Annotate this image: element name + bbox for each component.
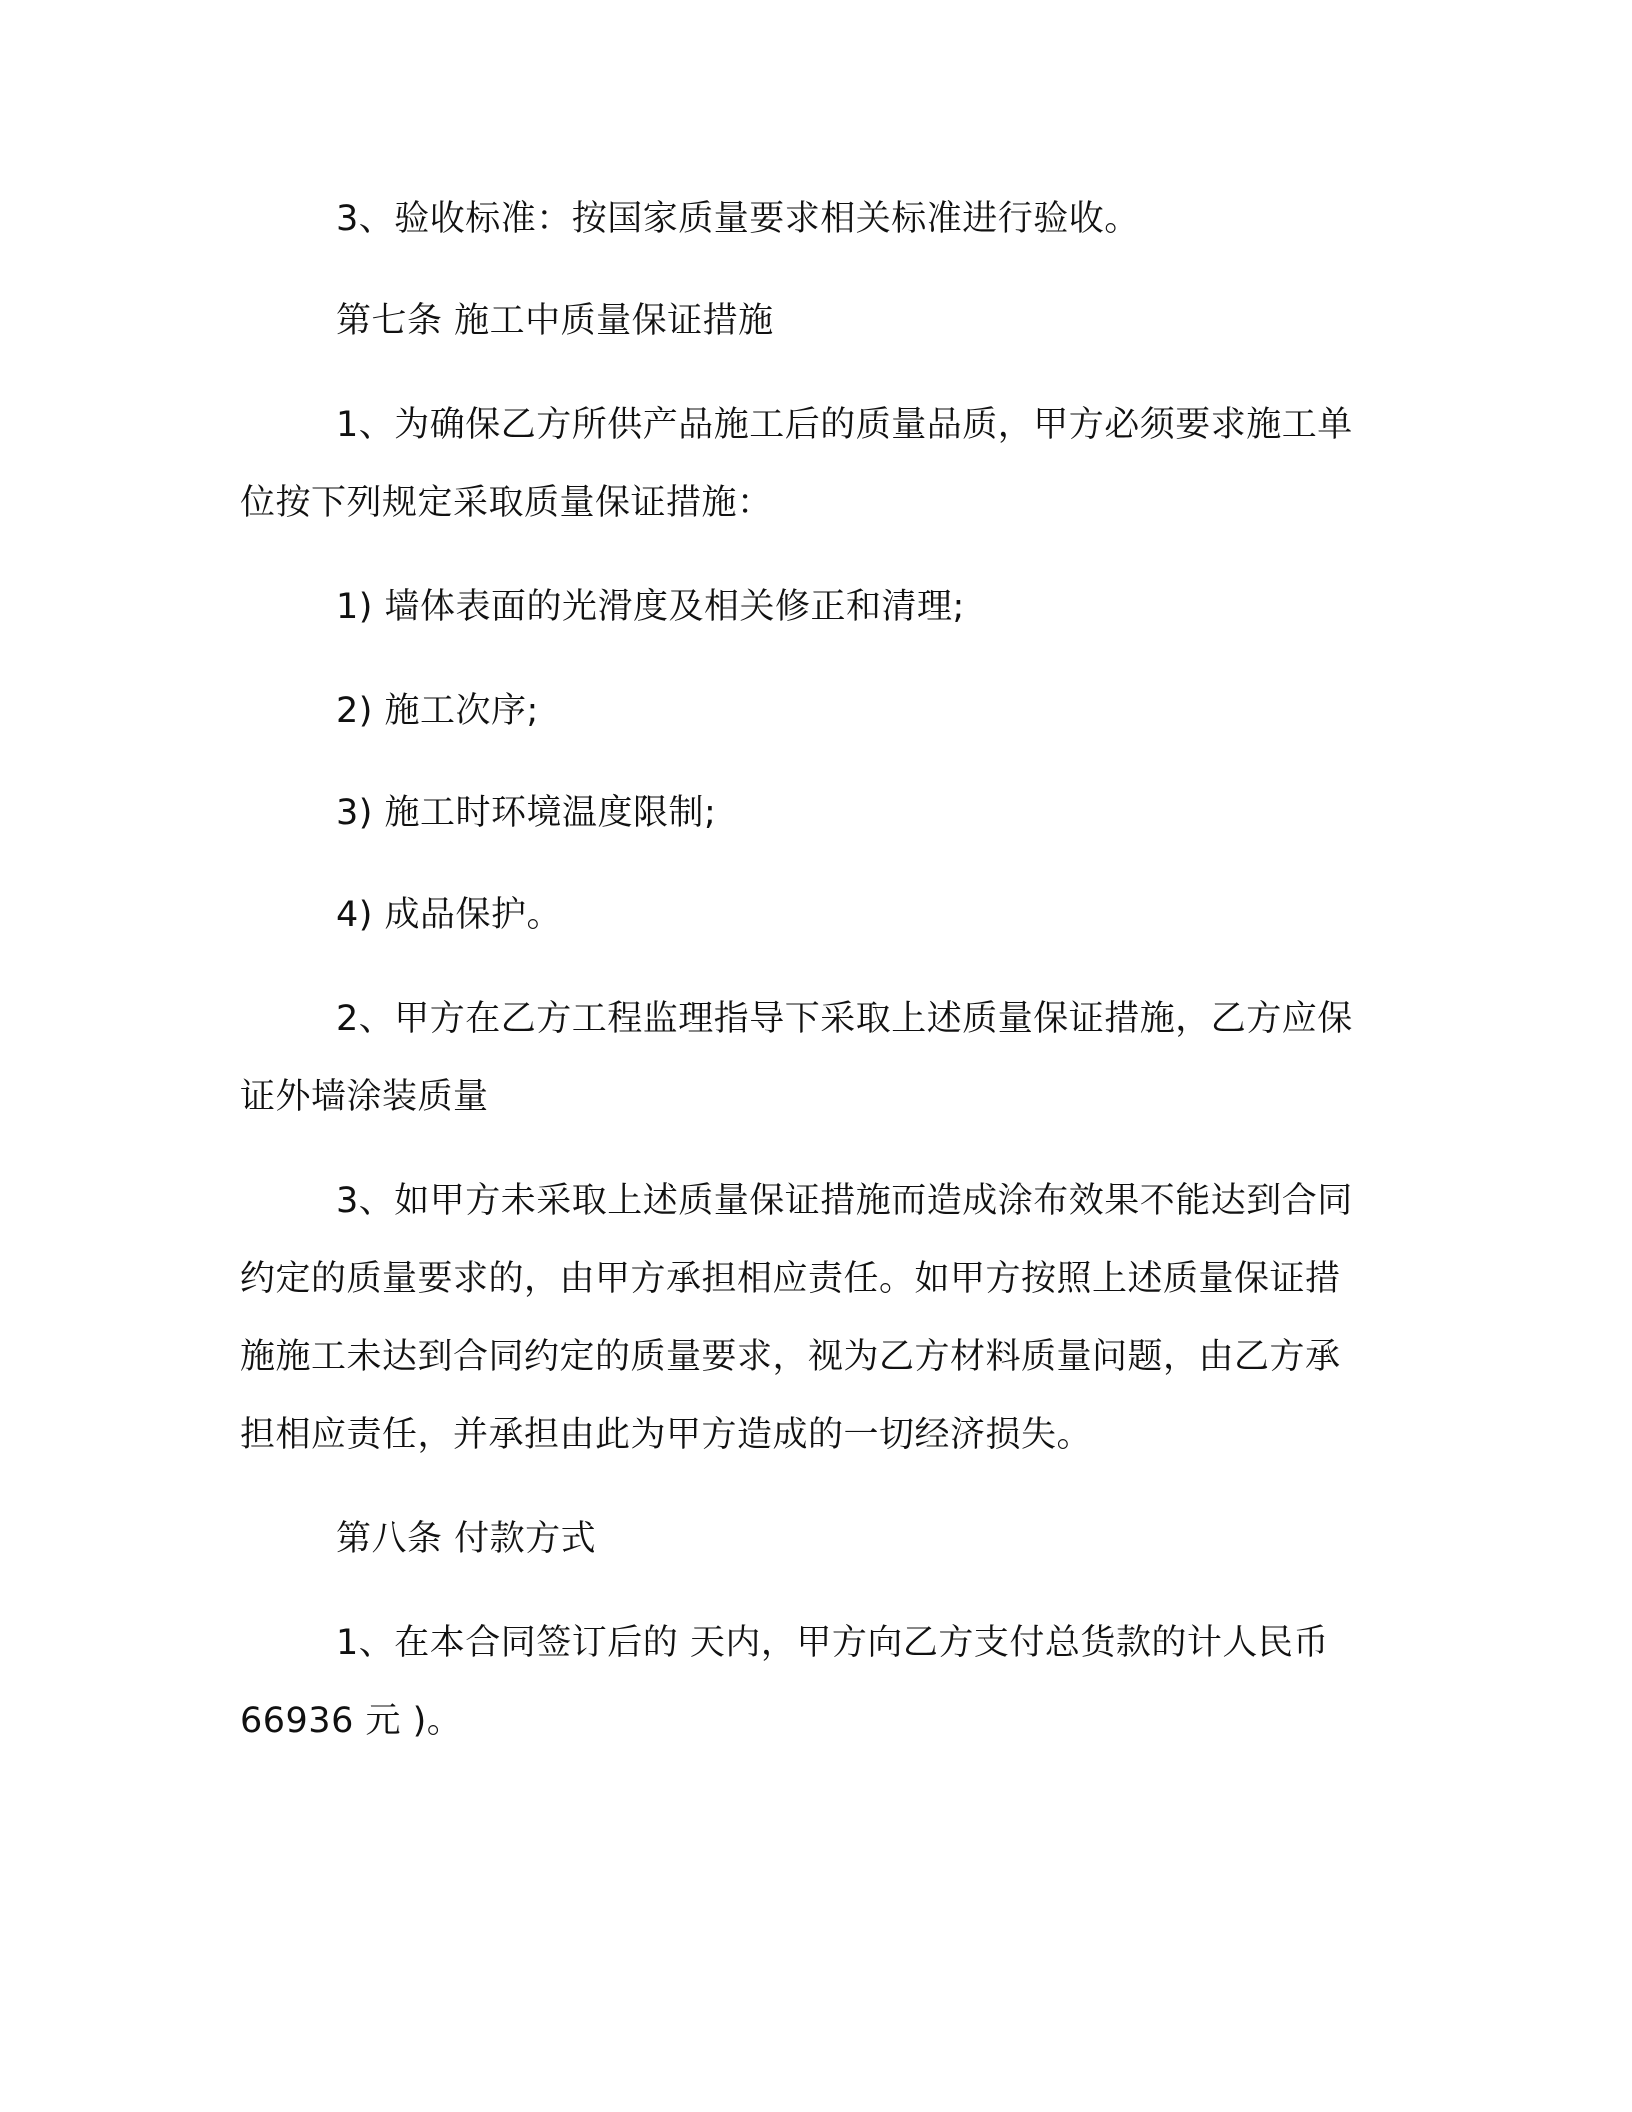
payment-paragraph: 1、在本合同签订后的 天内，甲方向乙方支付总货款的计人民币 66936 元 )。 — [240, 1623, 1329, 1741]
measure-item-1: 1) 墙体表面的光滑度及相关修正和清理; — [336, 587, 965, 627]
measure-item-4: 4) 成品保护。 — [336, 895, 563, 935]
measure-item-3: 3) 施工时环境温度限制; — [336, 793, 717, 833]
liability-paragraph: 3、如甲方未采取上述质量保证措施而造成涂布效果不能达到合同约定的质量要求的，由甲方承担相应责任。如甲方按照上述质量保证措施施工未达到合同约定的质量要求，视为乙方材料质量问题，由乙方承担相应责任，并承担由此为甲方造成的一切经济损失。 — [240, 1181, 1353, 1455]
measure-item-2: 2) 施工次序; — [336, 691, 539, 731]
article-8-heading: 第八条 付款方式 — [336, 1519, 597, 1559]
article-7-heading: 第七条 施工中质量保证措施 — [336, 301, 774, 341]
supervision-paragraph: 2、甲方在乙方工程监理指导下采取上述质量保证措施，乙方应保证外墙涂装质量 — [240, 999, 1353, 1117]
quality-measures-paragraph: 1、为确保乙方所供产品施工后的质量品质，甲方必须要求施工单位按下列规定采取质量保证措施： — [240, 405, 1353, 523]
acceptance-standard-paragraph: 3、验收标准：按国家质量要求相关标准进行验收。 — [336, 199, 1140, 239]
